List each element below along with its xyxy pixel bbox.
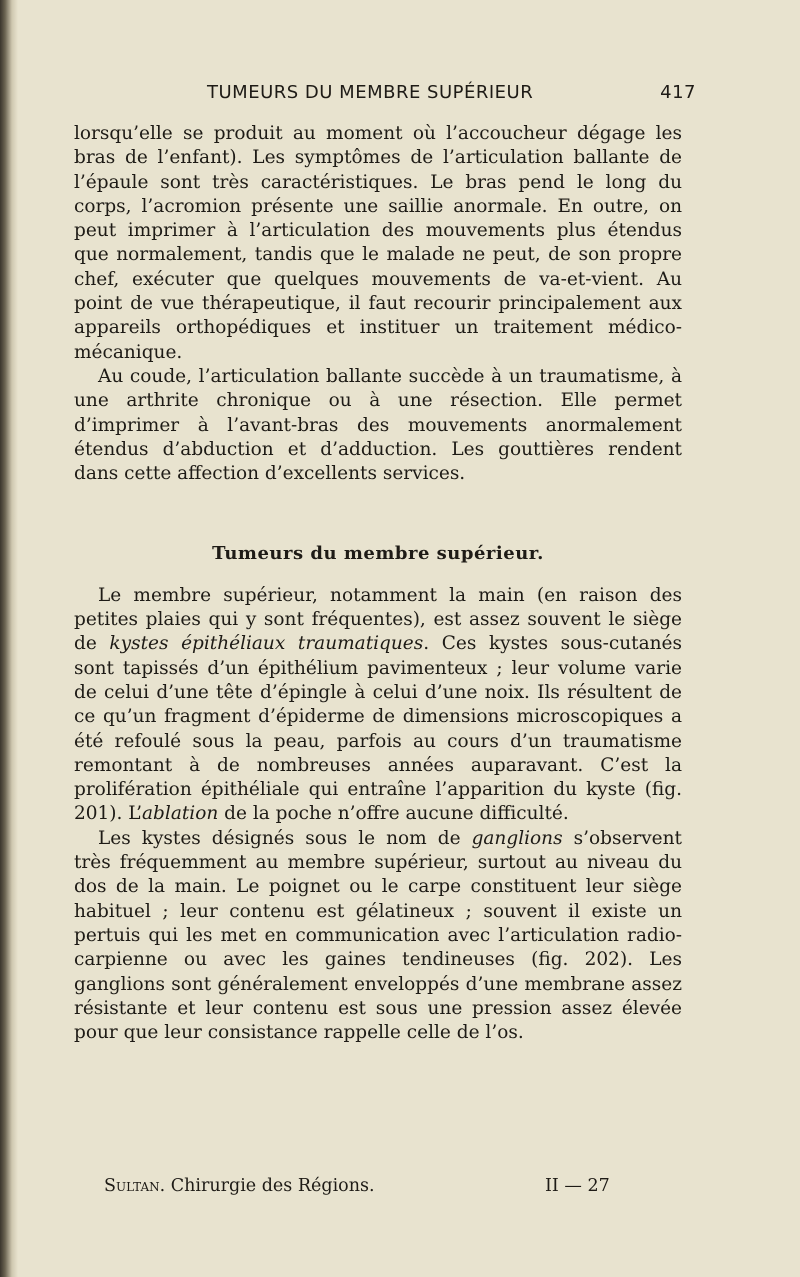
paragraph-3-part-c: de la poche n’offre aucune difficulté. [218,803,569,825]
footer-signature: II — 27 [545,1176,610,1196]
paragraph-3-part-a: Le membre supérieur, notamment la main (en raison des petites plaies qui y sont fréquentes), est assez souvent le siège de [74,584,682,655]
paragraph-3 [74,584,682,827]
footer-author: Sultan. [104,1176,166,1196]
page-binding-edge [0,0,18,1277]
term-ablation: ablation [142,803,219,825]
paragraph-4-part-a: Les kystes désignés sous le nom de [98,827,461,849]
footer-book-title: Chirurgie des Régions. [170,1176,375,1196]
paragraph-4-part-b: s’observent très fréquemment au membre supérieur, surtout au niveau du dos de la main. Le poignet ou le carpe constituent leur siège habituel ; leur contenu est gélatineux ; souvent il existe un pertuis qui les met en communication avec l’articulation radio-carpienne ou avec les gaines tendineuses (fig. 202). Les ganglions sont généralement enveloppés d’une membrane assez résistante et leur contenu est sous une pression assez élevée pour que leur consistance rappelle celle de l’os. [74,827,682,1044]
paragraph-1: lorsqu’elle se produit au moment où l’accoucheur dégage les bras de l’enfant). Les symptômes de l’articulation ballante de l’épaule sont très caractéristiques. Le bras pend le long du corps, l’acromion présente une saillie anormale. En outre, on peut imprimer à l’articulation des mouvements plus étendus que normalement, tandis que le malade ne peut, de son propre chef, exécuter que quelques mouvements de va-et-vient. Au point de vue thérapeutique, il faut recourir principalement aux appareils orthopédiques et instituer un traitement médico-mécanique. [74,123,682,363]
section-heading: Tumeurs du membre supérieur. [212,543,544,565]
page-number: 417 [660,82,696,103]
paragraph-4 [74,827,682,1046]
term-ganglions: ganglions [471,827,563,849]
term-kystes-epitheliaux: kystes épithéliaux traumatiques [109,633,424,655]
running-title: TUMEURS DU MEMBRE SUPÉRIEUR [207,82,534,103]
paragraph-3-part-b: . Ces kystes sous-cutanés sont tapissés d’un épithélium pavimenteux ; leur volume varie de celui d’une tête d’épingle à celui d’une noix. Ils résultent de ce qu’un fragment d’épiderme de dimensions microscopiques a été refoulé sous la peau, parfois au cours d’un traumatisme remontant à de nombreuses années auparavant. C’est la prolifération épithéliale qui entraîne l’apparition du kyste (fig. 201). L’ [74,633,682,825]
page-footer [104,1176,696,1196]
paragraph-2: Au coude, l’articulation ballante succède à un traumatisme, à une arthrite chronique ou à une résection. Elle permet d’imprimer à l’avant-bras des mouvements anormalement étendus d’abduction et d’adduction. Les gouttières rendent dans cette affection d’excellents services. [74,365,682,485]
body-text [74,122,682,1045]
